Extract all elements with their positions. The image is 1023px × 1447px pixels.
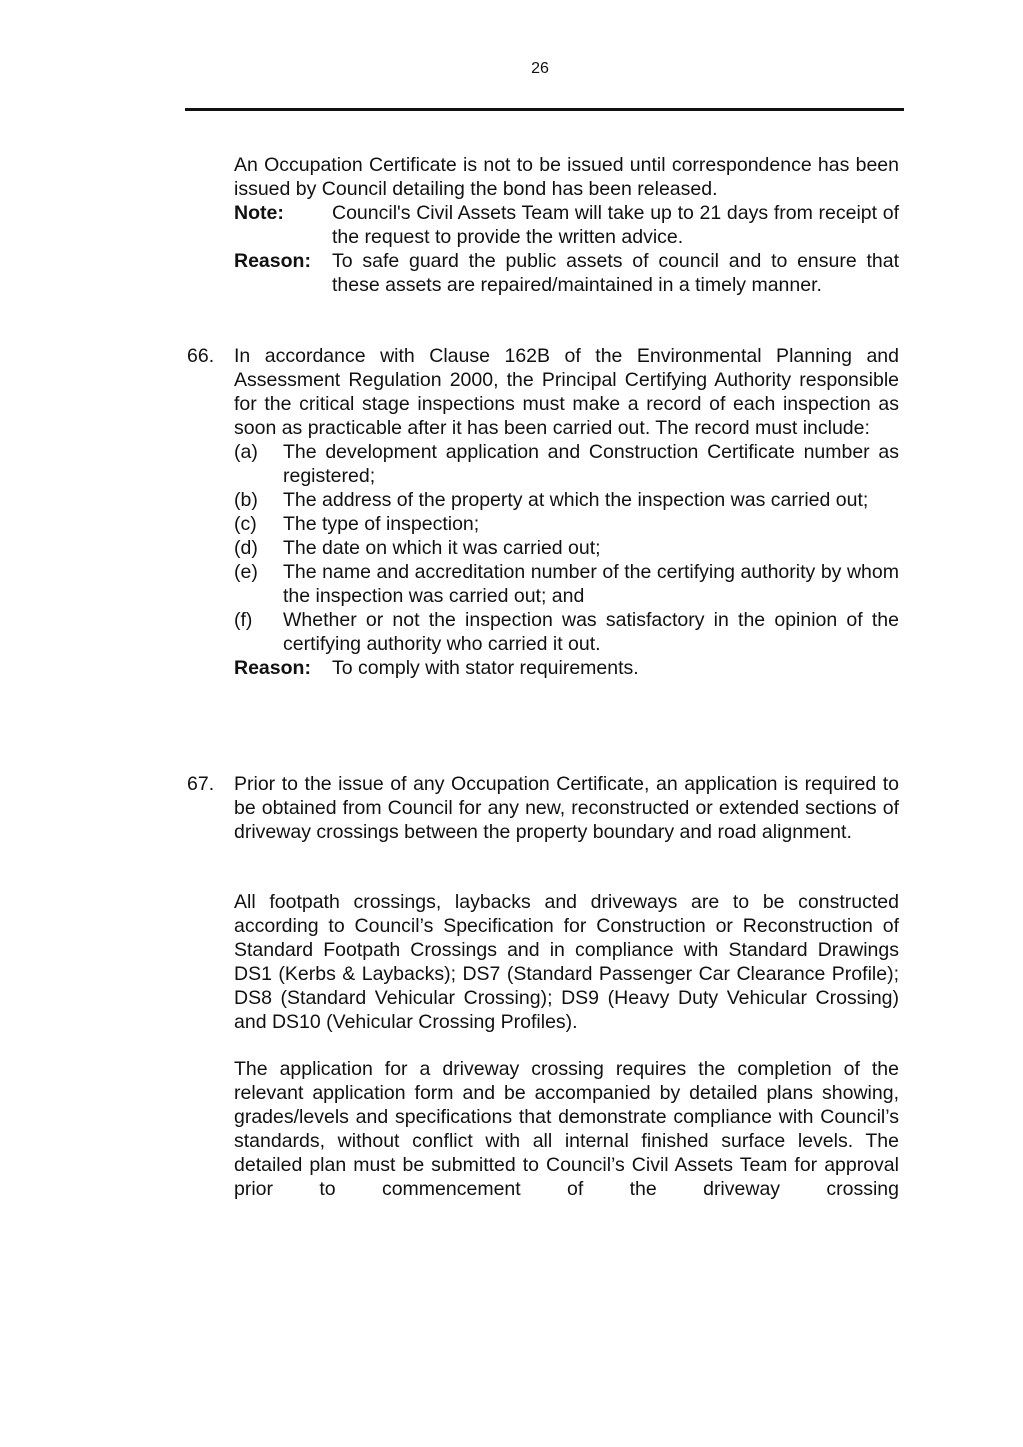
list-item-text: The development application and Construction Certificate number as registered; xyxy=(283,441,899,487)
condition-66-block xyxy=(234,344,899,680)
reason-text: To comply with stator requirements. xyxy=(332,657,639,679)
reason-label: Reason: xyxy=(234,250,311,272)
header-rule xyxy=(185,108,904,111)
list-item-mark: (a) xyxy=(234,441,258,463)
list-item-text: The type of inspection; xyxy=(283,513,480,535)
list-item-text: The date on which it was carried out; xyxy=(283,537,601,559)
list-item-mark: (f) xyxy=(234,609,253,631)
intro-note xyxy=(234,201,899,249)
list-item-mark: (d) xyxy=(234,537,258,559)
condition-67-paragraph-3-block xyxy=(234,1057,899,1201)
condition-67-paragraph-1: Prior to the issue of any Occupation Certificate, an application is required to be obtained from Council for any new, reconstructed or extended sections of driveway crossings between the property boundary and road alignment. xyxy=(234,773,899,843)
list-item xyxy=(234,512,899,536)
list-item xyxy=(234,440,899,488)
intro-block xyxy=(234,153,899,297)
condition-67-paragraph-2-block xyxy=(234,890,899,1034)
note-text: Council's Civil Assets Team will take up to 21 days from receipt of the request to provide the written advice. xyxy=(332,202,899,248)
list-item xyxy=(234,608,899,656)
condition-66-paragraph: In accordance with Clause 162B of the Environmental Planning and Assessment Regulation 2000, the Principal Certifying Authority responsible for the critical stage inspections must make a record of each inspection as soon as practicable after it has been carried out. The record must include: xyxy=(234,345,899,439)
list-item xyxy=(234,536,899,560)
condition-66-reason xyxy=(234,656,899,680)
condition-67-paragraph-1-block xyxy=(234,772,899,844)
condition-67-paragraph-3: The application for a driveway crossing requires the completion of the relevant application form and be accompanied by detailed plans showing, grades/levels and specifications that demonstrate compliance with Council’s standards, without conflict with all internal finished surface levels. The detailed plan must be submitted to Council’s Civil Assets Team for approval prior to commencement of the driveway crossing xyxy=(234,1058,899,1200)
list-item-mark: (c) xyxy=(234,513,257,535)
list-item-mark: (b) xyxy=(234,489,258,511)
list-item-mark: (e) xyxy=(234,561,258,583)
list-item-text: The address of the property at which the inspection was carried out; xyxy=(283,489,869,511)
list-item xyxy=(234,488,899,512)
condition-66-list xyxy=(234,440,899,656)
note-label: Note: xyxy=(234,202,284,224)
condition-67-number: 67. xyxy=(187,773,215,795)
list-item-text: Whether or not the inspection was satisfactory in the opinion of the certifying authority who carried it out. xyxy=(283,609,899,655)
reason-label: Reason: xyxy=(234,657,311,679)
condition-66-number: 66. xyxy=(187,345,215,367)
condition-67-paragraph-2: All footpath crossings, laybacks and driveways are to be constructed according to Council’s Specification for Construction or Reconstruction of Standard Footpath Crossings and in compliance with Standard Drawings DS1 (Kerbs & Laybacks); DS7 (Standard Passenger Car Clearance Profile); DS8 (Standard Vehicular Crossing); DS9 (Heavy Duty Vehicular Crossing) and DS10 (Vehicular Crossing Profiles). xyxy=(234,891,899,1033)
list-item xyxy=(234,560,899,608)
intro-paragraph: An Occupation Certificate is not to be issued until correspondence has been issued by Council detailing the bond has been released. xyxy=(234,154,899,200)
list-item-text: The name and accreditation number of the certifying authority by whom the inspection was carried out; and xyxy=(283,561,899,607)
page-number: 26 xyxy=(531,60,549,77)
intro-reason xyxy=(234,249,899,297)
reason-text: To safe guard the public assets of council and to ensure that these assets are repaired/maintained in a timely manner. xyxy=(332,250,899,296)
